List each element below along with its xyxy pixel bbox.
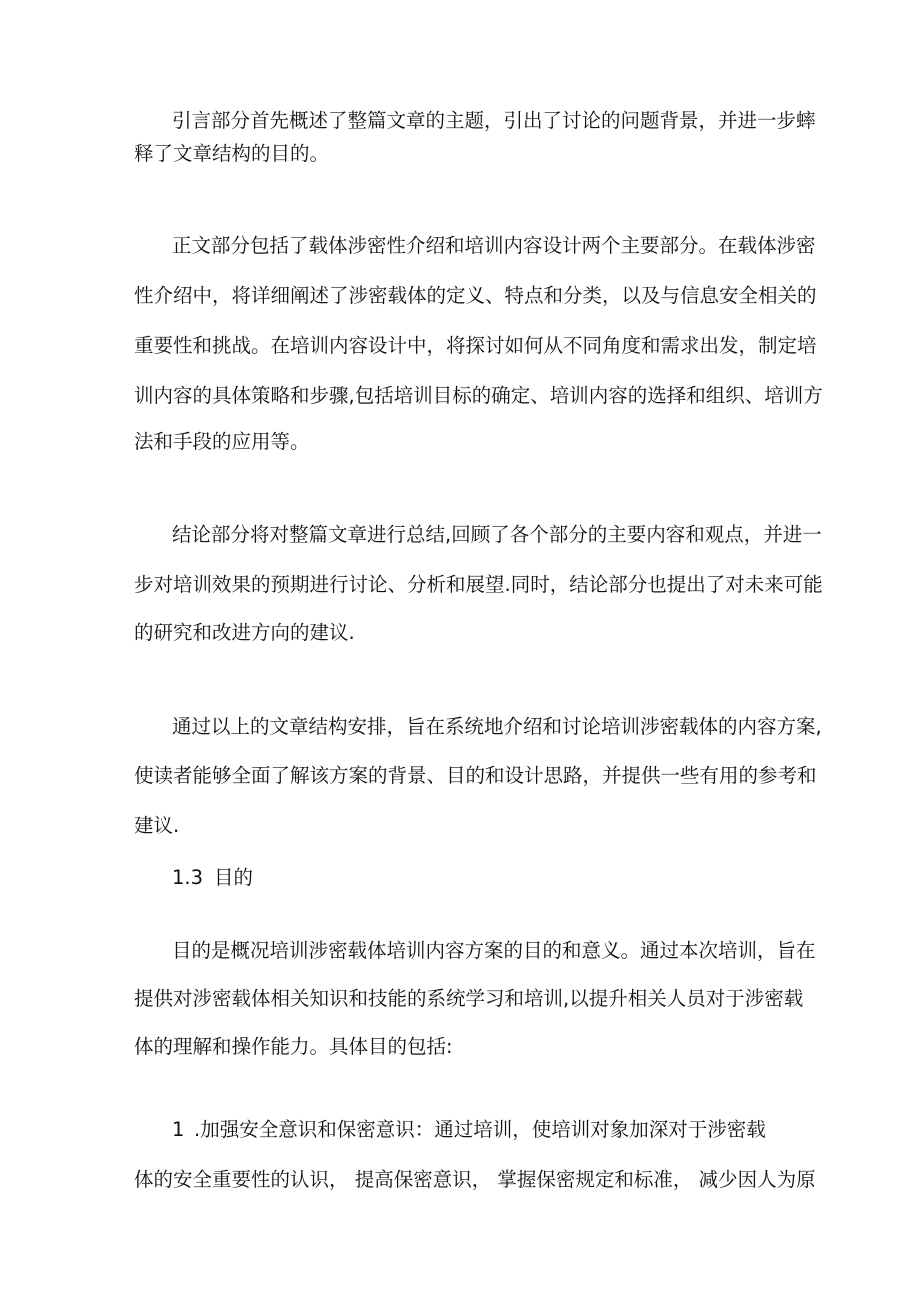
paragraph-3-line-1: 结论部分将对整篇文章进行总结,回顾了各个部分的主要内容和观点，并进一	[172, 523, 822, 546]
paragraph-1-line-2: 释了文章结构的目的。	[134, 142, 330, 165]
list-item-number: 1	[172, 1118, 185, 1141]
list-item-1-line-1	[172, 1117, 766, 1143]
section-number: 1.3	[172, 866, 204, 889]
section-title: 目的	[214, 866, 254, 889]
purpose-line-1: 目的是概况培训涉密载体培训内容方案的目的和意义。通过本次培训，旨在	[172, 939, 816, 962]
purpose-line-2: 提供对涉密载体相关知识和技能的系统学习和培训,以提升相关人员对于涉密载	[134, 987, 804, 1010]
paragraph-2-line-2: 性介绍中，将详细阐述了涉密载体的定义、特点和分类，以及与信息安全相关的	[134, 284, 817, 307]
list-item-text: .加强安全意识和保密意识：通过培训，使培训对象加深对于涉密载	[194, 1118, 766, 1141]
paragraph-2-line-1: 正文部分包括了载体涉密性介绍和培训内容设计两个主要部分。在载体涉密	[172, 234, 816, 257]
paragraph-2-line-4: 训内容的具体策略和步骤,包括培训目标的确定、培训内容的选择和组织、培训方	[134, 384, 823, 407]
paragraph-2-line-5: 法和手段的应用等。	[134, 430, 310, 453]
purpose-line-3: 体的理解和操作能力。具体目的包括:	[134, 1035, 453, 1058]
paragraph-4-line-2: 使读者能够全面了解该方案的背景、目的和设计思路，并提供一些有用的参考和	[134, 764, 817, 787]
paragraph-4-line-1: 通过以上的文章结构安排，旨在系统地介绍和讨论培训涉密载体的内容方案,	[172, 715, 822, 738]
paragraph-4-line-3: 建议.	[134, 814, 180, 837]
paragraph-2-line-3: 重要性和挑战。在培训内容设计中，将探讨如何从不同角度和需求出发，制定培	[134, 334, 817, 357]
paragraph-3-line-2: 步对培训效果的预期进行讨论、分析和展望.同时，结论部分也提出了对未来可能	[134, 573, 823, 596]
list-item-1-line-2: 体的安全重要性的认识， 提高保密意识， 掌握保密规定和标准， 减少因人为原	[134, 1168, 816, 1191]
section-heading	[172, 865, 253, 891]
paragraph-3-line-3: 的研究和改进方向的建议.	[134, 621, 355, 644]
paragraph-1-line-1: 引言部分首先概述了整篇文章的主题，引出了讨论的问题背景，并进一步蟀	[172, 109, 816, 132]
